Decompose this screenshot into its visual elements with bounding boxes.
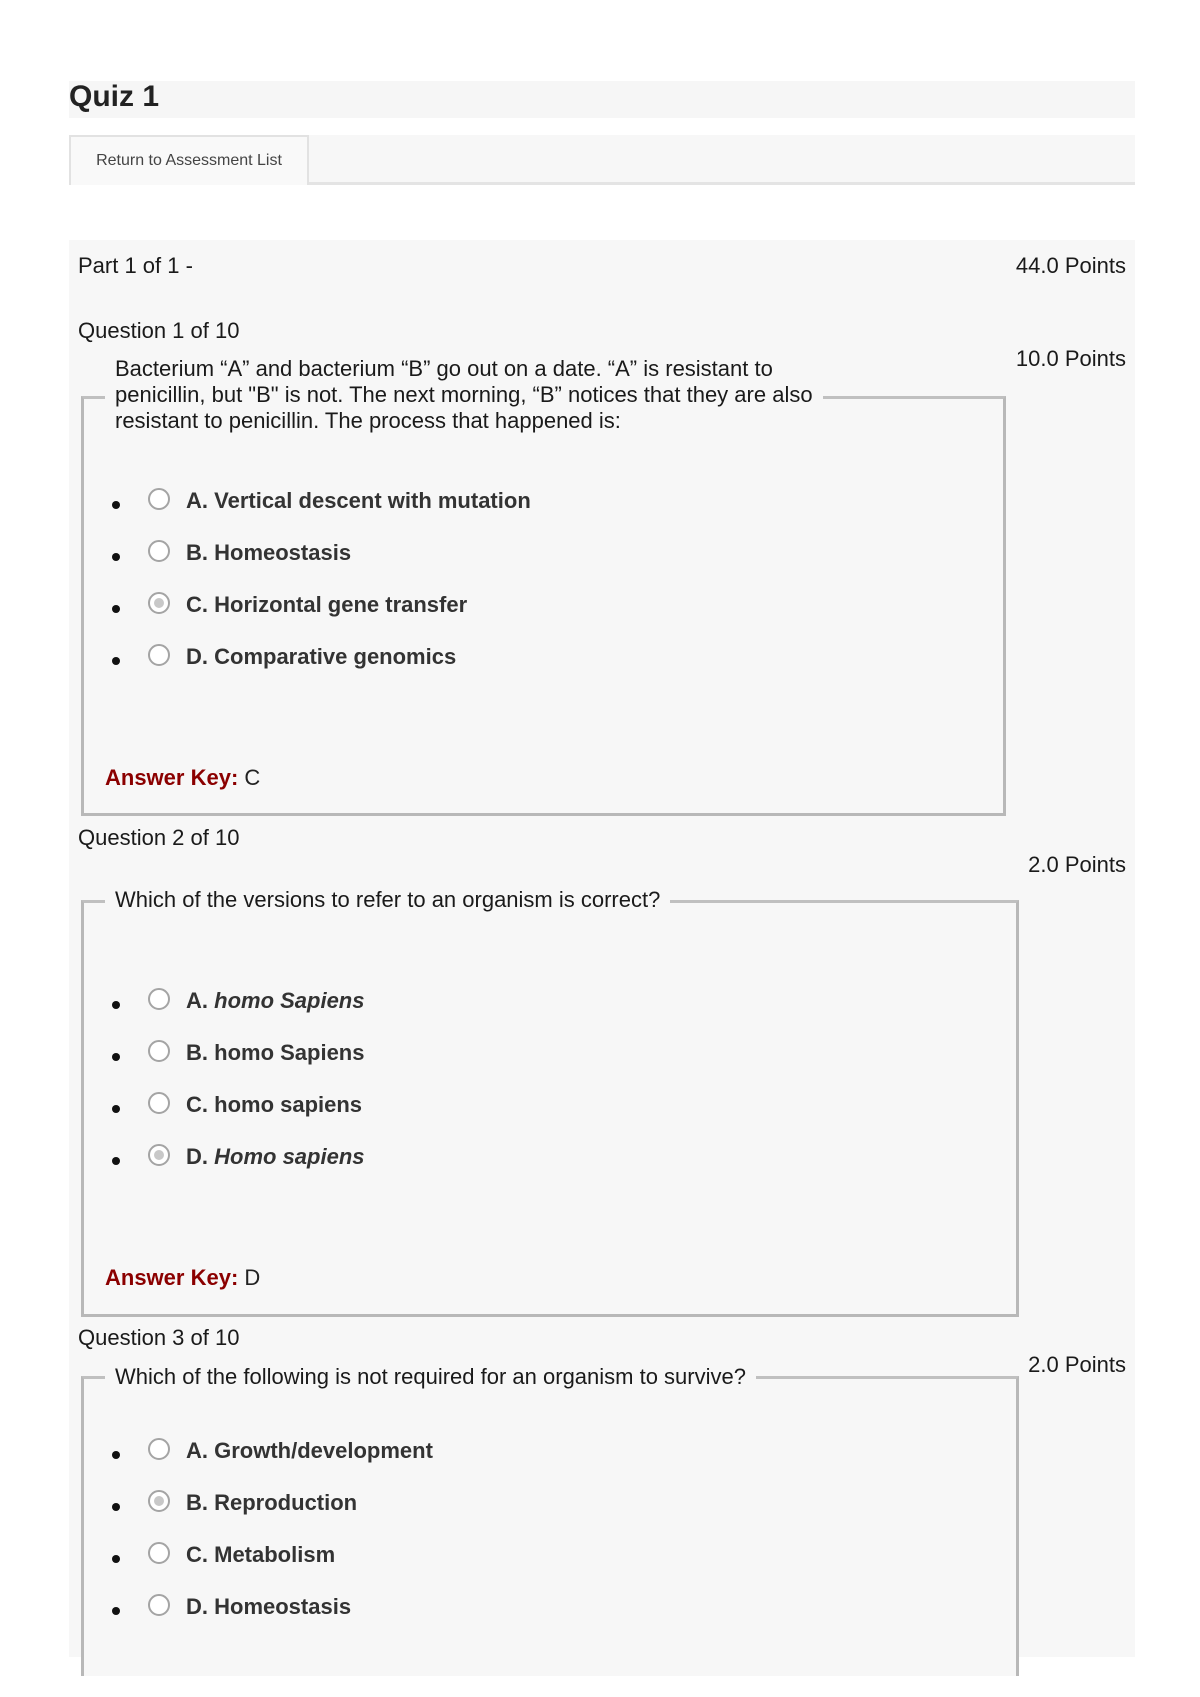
question-1-options <box>112 488 912 696</box>
question-3-header: Question 3 of 10 <box>78 1325 240 1350</box>
answer-key-label: Answer Key: <box>105 765 239 790</box>
option-c[interactable]: C. homo sapiens <box>112 1092 912 1144</box>
bullet-icon <box>112 1503 120 1511</box>
bullet-icon <box>112 553 120 561</box>
radio-button[interactable] <box>148 1438 170 1460</box>
option-d[interactable]: D. Homo sapiens <box>112 1144 912 1196</box>
bullet-icon <box>112 1157 120 1165</box>
toolbar <box>69 135 1135 185</box>
question-2-options <box>112 988 912 1196</box>
bullet-icon <box>112 1555 120 1563</box>
question-1-header: Question 1 of 10 <box>78 318 240 343</box>
radio-button[interactable] <box>148 644 170 666</box>
radio-button-selected[interactable] <box>148 592 170 614</box>
bullet-icon <box>112 657 120 665</box>
bullet-icon <box>112 1053 120 1061</box>
question-text-line: Bacterium “A” and bacterium “B” go out on a date. “A” is resistant to <box>115 356 773 381</box>
quiz-content <box>69 240 1135 1657</box>
option-d[interactable]: D. Comparative genomics <box>112 644 912 696</box>
option-c[interactable]: C. Metabolism <box>112 1542 912 1594</box>
radio-button[interactable] <box>148 1594 170 1616</box>
radio-button[interactable] <box>148 1040 170 1062</box>
option-c[interactable]: C. Horizontal gene transfer <box>112 592 912 644</box>
option-a[interactable]: A. Vertical descent with mutation <box>112 488 912 540</box>
radio-button[interactable] <box>148 488 170 510</box>
option-a[interactable]: A. homo Sapiens <box>112 988 912 1040</box>
title-band <box>69 81 1135 118</box>
radio-button[interactable] <box>148 988 170 1010</box>
question-text-line: Which of the versions to refer to an organism is correct? <box>115 887 661 912</box>
answer-key-value: D <box>244 1265 261 1290</box>
question-1-text <box>105 356 823 434</box>
option-d[interactable]: D. Homeostasis <box>112 1594 912 1646</box>
bullet-icon <box>112 605 120 613</box>
radio-button-selected[interactable] <box>148 1490 170 1512</box>
part-points: 44.0 Points <box>1015 253 1126 278</box>
question-2-answer-key <box>105 1265 260 1291</box>
option-a[interactable]: A. Growth/development <box>112 1438 912 1490</box>
option-b[interactable]: B. Homeostasis <box>112 540 912 592</box>
answer-key-label: Answer Key: <box>105 1265 239 1290</box>
bullet-icon <box>112 1451 120 1459</box>
question-2-points: 2.0 Points <box>1028 852 1126 877</box>
question-1-points: 10.0 Points <box>1015 346 1126 371</box>
question-text-line: penicillin, but "B" is not. The next morning, “B” notices that they are also <box>115 382 813 407</box>
return-to-assessment-list-button[interactable]: Return to Assessment List <box>69 135 309 185</box>
question-3-text <box>105 1364 756 1390</box>
question-2-text <box>105 887 670 913</box>
radio-button-selected[interactable] <box>148 1144 170 1166</box>
question-2-header: Question 2 of 10 <box>78 825 240 850</box>
radio-button[interactable] <box>148 1542 170 1564</box>
bullet-icon <box>112 1001 120 1009</box>
bullet-icon <box>112 1607 120 1615</box>
question-3-options <box>112 1438 912 1646</box>
option-b[interactable]: B. Reproduction <box>112 1490 912 1542</box>
question-1-answer-key <box>105 765 260 791</box>
answer-key-value: C <box>244 765 261 790</box>
radio-button[interactable] <box>148 540 170 562</box>
question-3-points: 2.0 Points <box>1028 1352 1126 1377</box>
question-text-line: Which of the following is not required for an organism to survive? <box>115 1364 746 1389</box>
part-label: Part 1 of 1 - <box>78 253 193 278</box>
page-title: Quiz 1 <box>69 80 160 113</box>
bullet-icon <box>112 501 120 509</box>
option-b[interactable]: B. homo Sapiens <box>112 1040 912 1092</box>
bullet-icon <box>112 1105 120 1113</box>
question-text-line: resistant to penicillin. The process that happened is: <box>115 408 621 433</box>
radio-button[interactable] <box>148 1092 170 1114</box>
